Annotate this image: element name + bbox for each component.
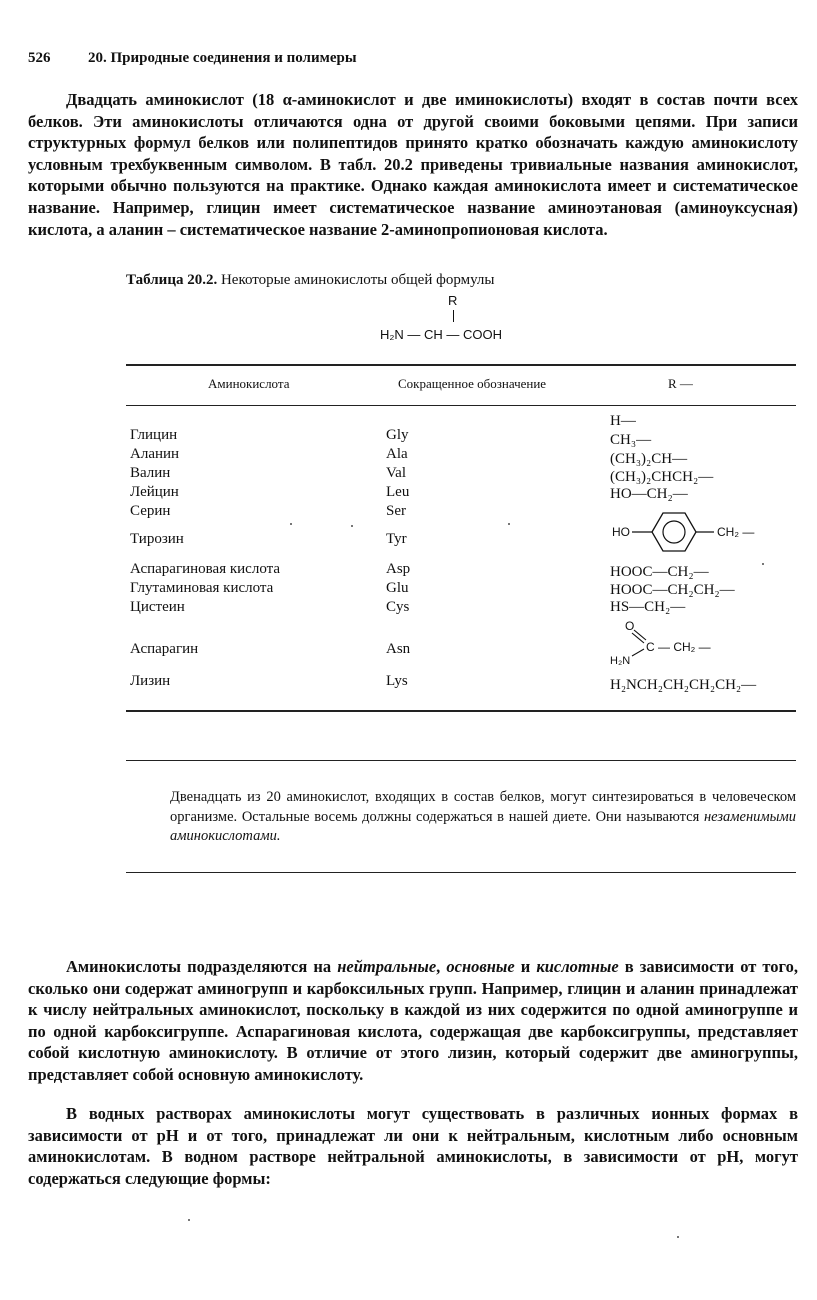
- abbr-cysteine: Cys: [386, 599, 410, 615]
- scan-speck: [290, 523, 292, 525]
- formula-backbone: H₂N — CH — COOH: [380, 327, 503, 342]
- scan-speck: [677, 1236, 679, 1238]
- tyrosine-side-chain: [610, 509, 790, 553]
- name-lysine: Лизин: [130, 673, 171, 689]
- benzene-ring: [652, 513, 696, 551]
- name-glycine: Глицин: [130, 427, 178, 443]
- formula-r: R: [448, 293, 458, 308]
- running-title: 20. Природные соединения и полимеры: [88, 50, 357, 66]
- note-text: Двенадцать из 20 аминокислот, входящих в состав белков, могут синтезироваться в человеческом организме. Остальные восемь должны содержаться в нашей диете. Они называются: [170, 789, 796, 825]
- asparagine-side-chain: [608, 616, 748, 666]
- table-caption-text: Некоторые аминокислоты общей формулы: [220, 272, 495, 288]
- header-abbreviation: Сокращенное обозначение: [398, 376, 547, 391]
- asparagine-nh2: H₂N: [610, 655, 631, 666]
- name-valine: Валин: [130, 465, 171, 481]
- p2-text-1: Аминокислоты подразделяются на: [66, 957, 338, 976]
- name-alanine: Аланин: [130, 446, 180, 462]
- r-group-lysine: H₂NCH₂CH₂CH₂CH₂—: [610, 677, 757, 693]
- tyrosine-ho: HO: [612, 525, 630, 539]
- term-basic: основные: [446, 957, 515, 976]
- note-box: [170, 788, 796, 847]
- table-header-rule: [126, 405, 796, 406]
- abbr-serine: Ser: [386, 503, 406, 519]
- r-group-glycine: H—: [610, 413, 636, 429]
- running-header: [28, 50, 357, 67]
- page-number: 526: [28, 50, 51, 66]
- abbr-tyrosine: Tyr: [386, 531, 407, 547]
- abbr-aspartic-acid: Asp: [386, 561, 411, 577]
- paragraph-classification: [28, 956, 798, 1086]
- intro-paragraph: Двадцать аминокислот (18 α-аминокислот и две иминокислоты) входят в состав почти всех белков. Эти аминокислоты отличаются одна от другой своими боковыми цепями. При записи структурных формул белков или полипептидов принято кратко обозначать каждую аминокислоту условным трехбуквенным символом. В табл. 20.2 приведены тривиальные названия аминокислот, которыми обычно пользуются на практике. Однако каждая аминокислота имеет и систематическое название. Например, глицин имеет систематическое название аминоэтановая (аминоуксусная) кислота, а аланин – систематическое название 2-аминопропионовая кислота.: [28, 90, 798, 239]
- abbr-glycine: Gly: [386, 427, 409, 443]
- scan-speck: [188, 1219, 190, 1221]
- name-glutamic-acid: Глутаминовая кислота: [130, 580, 274, 596]
- table-top-rule: [126, 364, 796, 366]
- abbr-glutamic-acid: Glu: [386, 580, 409, 596]
- table-caption-label: Таблица 20.2.: [126, 272, 218, 288]
- abbr-alanine: Ala: [386, 446, 408, 462]
- abbr-valine: Val: [386, 465, 406, 481]
- name-aspartic-acid: Аспарагиновая кислота: [130, 561, 281, 577]
- header-r-group: R —: [668, 376, 693, 391]
- scan-speck: [351, 525, 353, 527]
- name-cysteine: Цистеин: [130, 599, 185, 615]
- name-leucine: Лейцин: [130, 484, 179, 500]
- r-group-serine: HO—CH₂—: [610, 486, 688, 502]
- asparagine-c-ch2: C — CH₂ —: [646, 640, 711, 654]
- abbr-leucine: Leu: [386, 484, 410, 500]
- r-group-glutamic-acid: HOOC—CH₂CH₂—: [610, 582, 735, 598]
- r-group-leucine: (CH₃)₂CHCH₂—: [610, 469, 714, 485]
- p2-text-3: и: [514, 957, 537, 976]
- p2-text-4: в зависимости от того, сколько они содержат аминогрупп и карбоксильных групп. Например, глицин и аланин принадлежат к числу нейтральных аминокислот, поскольку в каждой из них содержится по одной аминогруппе и по одной карбоксигруппе. Аспарагиновая кислота, содержащая две карбоксигруппы, представляет собой кислотную аминокислоту. В отличие от этого лизин, который содержит две аминогруппы, представляет собой основную аминокислоту.: [28, 957, 798, 1084]
- asparagine-o: O: [625, 619, 635, 633]
- formula-bond: [453, 310, 454, 322]
- name-asparagine: Аспарагин: [130, 641, 199, 657]
- r-group-valine: (CH₃)₂CH—: [610, 451, 688, 467]
- tyrosine-ch2: CH₂ —: [717, 525, 755, 539]
- abbr-asparagine: Asn: [386, 641, 411, 657]
- header-amino-acid: Аминокислота: [208, 376, 290, 391]
- term-acidic: кислотные: [536, 957, 619, 976]
- scan-speck: [508, 523, 510, 525]
- r-group-cysteine: HS—CH₂—: [610, 599, 686, 615]
- table-caption: [126, 272, 494, 289]
- note-bottom-rule: [126, 872, 796, 873]
- name-tyrosine: Тирозин: [130, 531, 184, 547]
- name-serine: Серин: [130, 503, 171, 519]
- r-group-aspartic-acid: HOOC—CH₂—: [610, 564, 709, 580]
- note-emphasis: незаменимыми аминокислотами.: [170, 808, 796, 844]
- paragraph-ionic-forms: В водных растворах аминокислоты могут существовать в различных ионных формах в зависимости от pH и от того, принадлежат ли они к нейтральным, кислотным либо основным аминокислотам. В водном растворе нейтральной аминокислоты, в зависимости от pH, могут содержаться следующие формы:: [28, 1104, 798, 1188]
- p2-text-2: ,: [436, 957, 447, 976]
- r-group-alanine: CH₃—: [610, 432, 652, 448]
- term-neutral: нейтральные: [337, 957, 437, 976]
- scan-speck: [762, 563, 764, 565]
- table-bottom-rule: [126, 710, 796, 712]
- note-top-rule: [126, 760, 796, 761]
- abbr-lysine: Lys: [386, 673, 408, 689]
